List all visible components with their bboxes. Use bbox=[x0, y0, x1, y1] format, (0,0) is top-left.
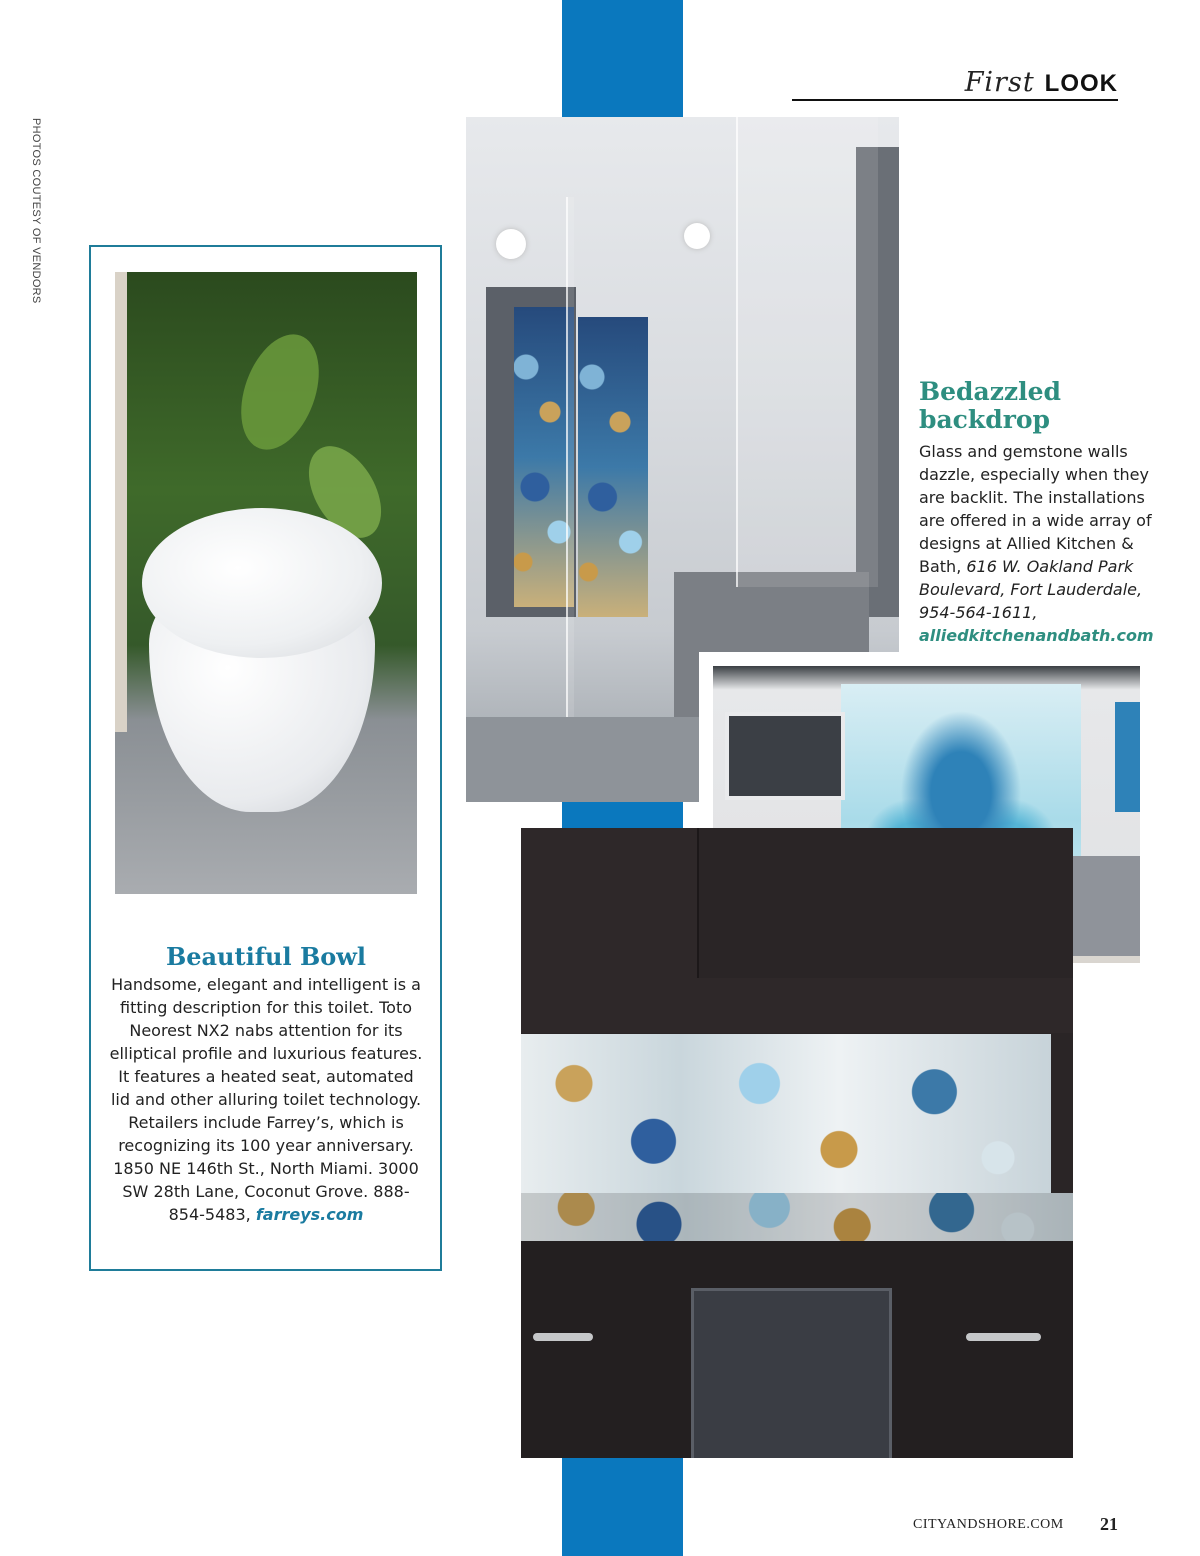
page-number: 21 bbox=[1100, 1514, 1118, 1534]
allied-link[interactable]: alliedkitchenandbath.com bbox=[919, 626, 1154, 645]
right-feature-address: 616 W. Oakland Park Boulevard, Fort Lauderdale, 954-564-1611, bbox=[919, 557, 1143, 622]
drawer-handle bbox=[966, 1333, 1041, 1341]
agate-countertop bbox=[521, 1193, 1073, 1241]
footer-site: CITYANDSHORE.COM bbox=[913, 1517, 1064, 1532]
mirror bbox=[725, 712, 845, 800]
left-feature-title: Beautiful Bowl bbox=[165, 942, 367, 971]
agate-panel bbox=[514, 307, 574, 607]
bar-cabinet-photo bbox=[521, 828, 1073, 1458]
right-feature-title: Bedazzled backdrop bbox=[919, 377, 1061, 434]
wall-trim bbox=[115, 272, 127, 732]
lit-mirror bbox=[1115, 702, 1140, 812]
agate-backsplash bbox=[521, 1034, 1051, 1199]
agate-panel bbox=[578, 317, 648, 617]
wine-fridge bbox=[691, 1288, 892, 1458]
right-feature-body bbox=[919, 440, 1169, 647]
right-feature-text: Glass and gemstone walls dazzle, especially when they are backlit. The installations are offered in a wide array of designs at Allied Kitchen & Bath, bbox=[919, 442, 1152, 576]
glass-door bbox=[736, 117, 878, 587]
left-feature-body bbox=[108, 973, 424, 1226]
farreys-link[interactable]: farreys.com bbox=[255, 1205, 364, 1224]
section-header bbox=[965, 64, 1118, 98]
photo-credit: PHOTOS COUTESY OF VENDORS bbox=[30, 118, 42, 304]
glass-edge bbox=[566, 197, 574, 797]
left-feature-text: Handsome, elegant and intelligent is a fitting description for this toilet. Toto Neorest NX2 nabs attention for its elliptical profile and luxurious features. It features a heated seat, automated lid and other alluring toilet technology. Retailers include Farrey’s, which is recognizing its 100 year anniversary. 1850 NE 146th St., North Miami. 3000 SW 28th Lane, Coconut Grove. 888-854-5483, bbox=[109, 975, 423, 1224]
toilet-lid bbox=[142, 508, 382, 658]
upper-cabinet-row bbox=[697, 978, 1073, 1033]
section-bold-label: LOOK bbox=[1044, 70, 1118, 97]
upper-cabinet bbox=[521, 828, 699, 1033]
drawer-handle bbox=[533, 1333, 593, 1341]
section-script-label: First bbox=[964, 67, 1035, 98]
ceiling-light bbox=[684, 223, 710, 249]
toilet-photo bbox=[115, 272, 417, 894]
header-rule bbox=[792, 99, 1118, 101]
fern-leaf bbox=[227, 324, 334, 461]
ceiling-light bbox=[496, 229, 526, 259]
